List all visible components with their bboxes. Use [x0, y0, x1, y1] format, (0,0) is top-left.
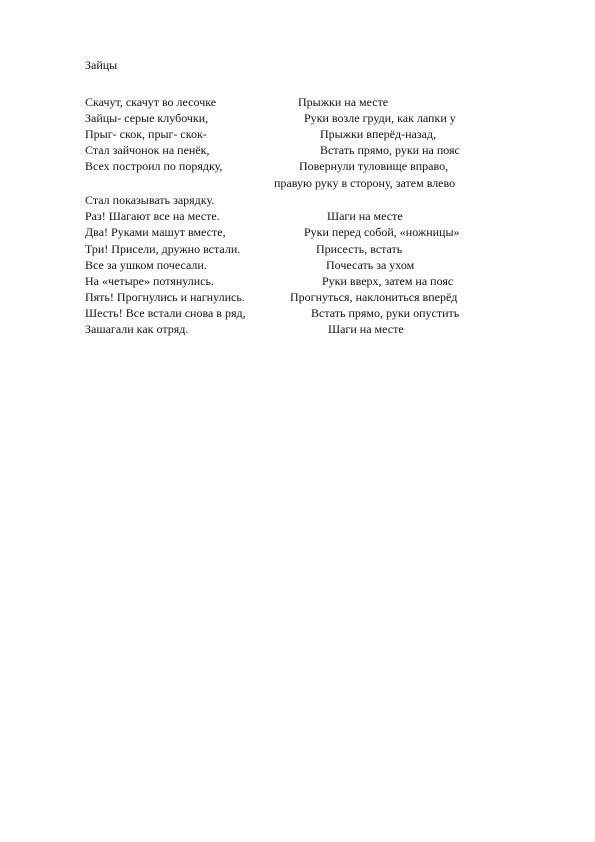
- text-line-13: [0, 289, 595, 305]
- text-line-14: [0, 305, 595, 321]
- text-line-11: [0, 257, 595, 273]
- text-line-3: [0, 126, 595, 142]
- verse-text: Стал зайчонок на пенёк,: [85, 143, 210, 157]
- text-line-6: [0, 175, 595, 191]
- action-text: Встать прямо, руки на пояс: [320, 143, 460, 157]
- action-text: Шаги на месте: [327, 209, 403, 223]
- verse-text: Стал показывать зарядку.: [85, 193, 215, 207]
- text-line-1: [0, 94, 595, 110]
- action-text: Прыжки вперёд-назад,: [320, 127, 437, 141]
- action-text: Руки перед собой, «ножницы»: [304, 225, 460, 239]
- text-line-5: [0, 158, 595, 174]
- action-text: Почесать за ухом: [326, 258, 415, 272]
- verse-text: Прыг- скок, прыг- скок-: [85, 127, 207, 141]
- verse-text: Все за ушком почесали.: [85, 258, 207, 272]
- verse-text: На «четыре» потянулись.: [85, 274, 214, 288]
- text-line-10: [0, 241, 595, 257]
- verse-text: Два! Руками машут вместе,: [85, 225, 226, 239]
- text-line-4: [0, 142, 595, 158]
- text-line-9: [0, 224, 595, 240]
- action-text: Руки вверх, затем на пояс: [322, 274, 454, 288]
- verse-text: Всех построил по порядку,: [85, 159, 223, 173]
- action-text: Прогнуться, наклониться вперёд: [290, 290, 458, 304]
- text-line-15: [0, 321, 595, 337]
- text-line-7: [0, 192, 595, 208]
- page-title: Зайцы: [85, 58, 118, 72]
- verse-text: Скачут, скачут во лесочке: [85, 95, 217, 109]
- text-line-8: [0, 208, 595, 224]
- action-text: Присесть, встать: [316, 242, 403, 256]
- verse-text: Шесть! Все встали снова в ряд,: [85, 306, 246, 320]
- verse-text: Раз! Шагают все на месте.: [85, 209, 220, 223]
- verse-text: Зашагали как отряд.: [85, 322, 189, 336]
- verse-text: Пять! Прогнулись и нагнулись.: [85, 290, 245, 304]
- action-text: Встать прямо, руки опустить: [311, 306, 460, 320]
- action-text: Прыжки на месте: [298, 95, 389, 109]
- text-line-12: [0, 273, 595, 289]
- action-text: Повернули туловище вправо,: [299, 159, 449, 173]
- action-text: правую руку в сторону, затем влево: [274, 176, 456, 190]
- action-text: Руки возле груди, как лапки у: [304, 111, 456, 125]
- text-line-2: [0, 110, 595, 126]
- action-text: Шаги на месте: [328, 322, 404, 336]
- verse-text: Зайцы- серые клубочки,: [85, 111, 209, 125]
- verse-text: Три! Присели, дружно встали.: [85, 242, 241, 256]
